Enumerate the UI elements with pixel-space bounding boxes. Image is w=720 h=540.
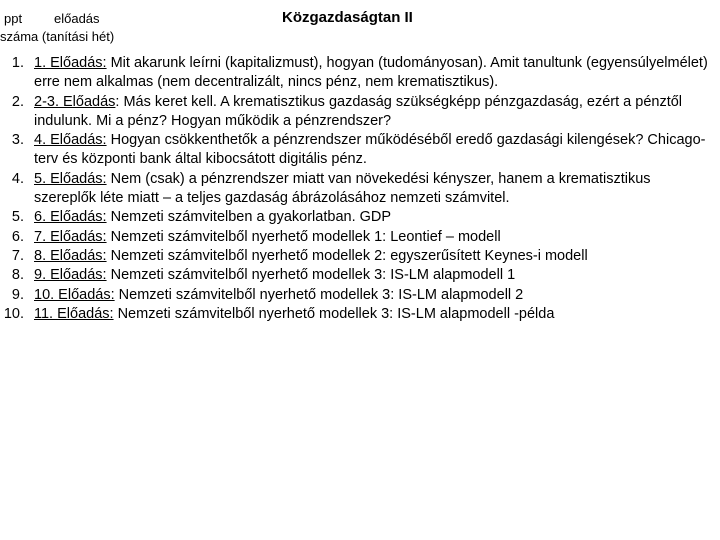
lesson-reference: 9. Előadás: bbox=[34, 267, 107, 284]
list-item-number: 2. bbox=[11, 93, 24, 110]
lesson-reference: 8. Előadás: bbox=[34, 247, 107, 264]
lesson-reference: 1. Előadás: bbox=[34, 55, 107, 71]
list-item bbox=[0, 131, 716, 170]
list-item-number: 6. bbox=[11, 228, 24, 245]
list-item bbox=[0, 54, 716, 93]
list-item-number: 3. bbox=[11, 132, 24, 149]
lesson-description: : Más keret kell. A krematisztikus gazdaság szükségképp pénzgazdaság, ezért a pénztől indulunk. Mi a pénz? Hogyan működik a pénzrendszer? bbox=[34, 93, 683, 129]
list-item bbox=[0, 170, 716, 209]
lesson-list bbox=[0, 54, 716, 324]
page-title: Közgazdaságtan II bbox=[282, 9, 413, 26]
list-item bbox=[0, 247, 716, 266]
list-item bbox=[0, 93, 716, 132]
lesson-description: Nemzeti számvitelből nyerhető modellek 3: IS-LM alapmodell 2 bbox=[114, 286, 524, 303]
list-item bbox=[0, 286, 716, 305]
list-item bbox=[0, 266, 716, 285]
lesson-description: Nemzeti számvitelből nyerhető modellek 2: egyszerűsített Keynes-i modell bbox=[106, 247, 588, 264]
lesson-description: Hogyan csökkenthetők a pénzrendszer működéséből eredő gazdasági kilengések? Chicago-terv és központi bank által kibocsátott digitális pénz. bbox=[34, 132, 706, 168]
list-item bbox=[0, 228, 716, 247]
ppt-label: ppt bbox=[4, 11, 23, 26]
lesson-description: Nemzeti számvitelben a gyakorlatban. GDP bbox=[106, 209, 392, 226]
lesson-description: Mit akarunk leírni (kapitalizmust), hogyan (tudományosan). Amit tanultunk (egyensúlyelmélet) erre nem alkalmas (nem decentralizált, nincs pénz, nem krematisztikus). bbox=[34, 55, 708, 91]
lesson-reference: 11. Előadás: bbox=[34, 305, 114, 322]
lesson-reference: 4. Előadás: bbox=[34, 132, 107, 149]
eloadas-label: előadás bbox=[54, 11, 100, 26]
list-item bbox=[0, 208, 716, 227]
lesson-reference: 2-3. Előadás bbox=[34, 93, 116, 110]
week-number-label: száma (tanítási hét) bbox=[0, 29, 115, 44]
lesson-description: Nemzeti számvitelből nyerhető modellek 3: IS-LM alapmodell 1 bbox=[106, 267, 516, 284]
lesson-reference: 6. Előadás: bbox=[34, 209, 107, 226]
list-item-number: 10. bbox=[3, 305, 24, 322]
list-item-number: 4. bbox=[11, 170, 24, 187]
lesson-reference: 7. Előadás: bbox=[34, 228, 107, 245]
list-item-number: 1. bbox=[11, 55, 24, 71]
lesson-reference: 10. Előadás: bbox=[34, 286, 115, 303]
list-item bbox=[0, 305, 716, 324]
list-item-number: 9. bbox=[11, 286, 24, 303]
header-labels bbox=[0, 10, 114, 46]
lesson-description: Nemzeti számvitelből nyerhető modellek 1: Leontief – modell bbox=[106, 228, 501, 245]
lesson-description: Nemzeti számvitelből nyerhető modellek 3: IS-LM alapmodell -példa bbox=[113, 305, 555, 322]
lesson-reference: 5. Előadás: bbox=[34, 170, 107, 187]
list-item-number: 8. bbox=[11, 267, 24, 284]
list-item-number: 5. bbox=[11, 209, 24, 226]
lesson-description: Nem (csak) a pénzrendszer miatt van növekedési kényszer, hanem a krematisztikus szereplők léte miatt – a teljes gazdaság ábrázolásához nemzeti számvitel. bbox=[34, 170, 651, 207]
list-item-number: 7. bbox=[11, 247, 24, 264]
